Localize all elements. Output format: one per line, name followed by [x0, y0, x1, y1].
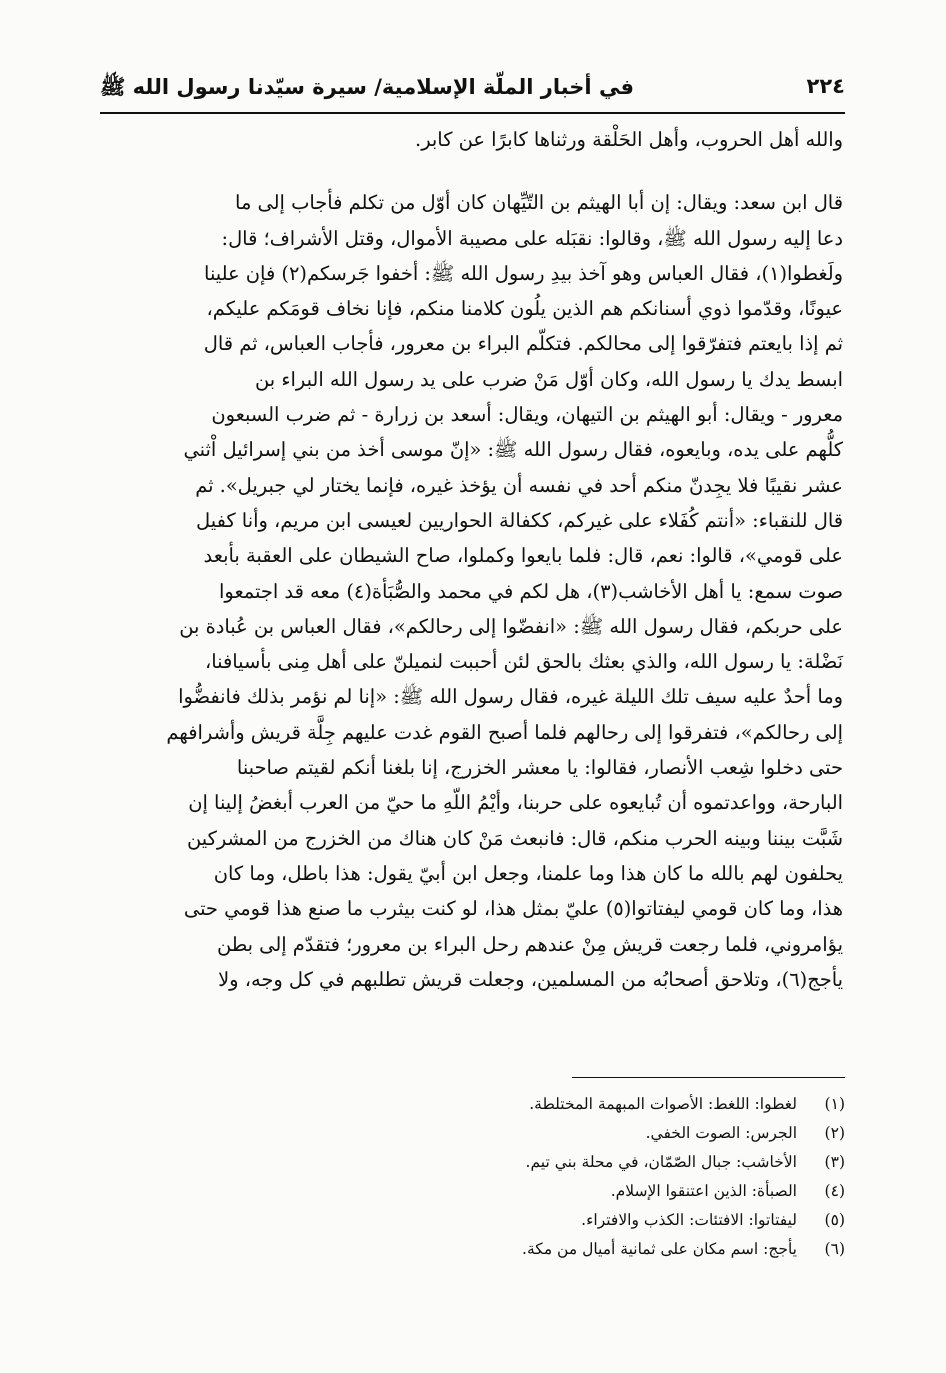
header-divider	[100, 112, 845, 114]
page-number: ٢٢٤	[806, 74, 845, 98]
opening-line: والله أهل الحروب، وأهل الحَلْقة ورثناها كابرًا عن كابر.	[415, 128, 843, 151]
footnote	[440, 1119, 845, 1148]
text-line: معرور - ويقال: أبو الهيثم بن التيهان، ويقال: أسعد بن زرارة - ثم ضرب السبعون	[211, 403, 843, 427]
text-line: إلى رحالكم»، فتفرقوا إلى رحالهم فلما أصبح القوم غدت عليهم جِلَّة قريش وأشرافهم	[166, 720, 843, 744]
text-line: وما أحدٌ عليه سيف تلك الليلة غيره، فقال رسول الله ﷺ: «إنا لم نؤمر بذلك فانفضُّوا	[178, 685, 843, 709]
footnote-number: (٦)	[824, 1240, 845, 1258]
text-line: على قومي»، قالوا: نعم، قال: فلما بايعوا وكملوا، صاح الشيطان على العقبة بأبعد	[203, 544, 843, 568]
footnote	[440, 1148, 845, 1177]
text-line: دعا إليه رسول الله ﷺ، وقالوا: نقبَله على مصيبة الأموال، وقتل الأشراف؛ قال:	[221, 226, 843, 250]
footnote-text: يأجج: اسم مكان على ثمانية أميال من مكة.	[522, 1240, 797, 1258]
text-line: يؤامروني، فلما رجعت قريش مِنْ عندهم رحل البراء بن معرور؛ فتقدّم إلى بطن	[216, 932, 843, 956]
footnote-divider	[572, 1077, 845, 1078]
footnote-number: (١)	[824, 1095, 845, 1113]
text-line: قال ابن سعد: ويقال: إن أبا الهيثم بن التّيِّهان كان أوّل من تكلم فأجاب إلى ما	[235, 191, 843, 215]
text-line: كلُّهم على يده، وبايعوه، فقال رسول الله ﷺ: «إنّ موسى أخذ من بني إسرائيل اْثني	[183, 438, 843, 462]
footnote-number: (٥)	[824, 1211, 845, 1229]
text-line: نَضْلة: يا رسول الله، والذي بعثك بالحق لئن أحببت لنميلنّ على أهل مِنى بأسيافنا،	[204, 650, 843, 674]
footnote-number: (٣)	[824, 1153, 845, 1171]
text-line: ولَغطوا(١)، فقال العباس وهو آخذ بيدِ رسول الله ﷺ: أخفوا جَرسكم(٢) فإن علينا	[204, 261, 843, 285]
text-line: قال للنقباء: «أنتم كُفَلاء على غيركم، ككفالة الحواريين لعيسى ابن مريم، وأنا كفيل	[196, 508, 843, 532]
text-line: يحلفون لهم بالله ما كان هذا وما علمنا، وجعل ابن أبيّ يقول: هذا باطل، وما كان	[213, 861, 843, 885]
text-line: صوت سمع: يا أهل الأخاشب(٣)، هل لكم في محمد والصُّبَأة(٤) معه قد اجتمعوا	[219, 579, 843, 603]
page-header	[100, 70, 845, 110]
footnote-text: الجرس: الصوت الخفي.	[645, 1124, 797, 1142]
footnote-number: (٢)	[824, 1124, 845, 1142]
text-line: عيونًا، وقدّموا ذوي أسنانكم هم الذين يلُون كلامنا منكم، فإنا نخاف قومَكم عليكم،	[206, 297, 843, 321]
footnote	[440, 1235, 845, 1264]
text-line: شَبَّت بيننا وبينه الحرب منكم، قال: فانبعث مَنْ كان هناك من الخزرج من المشركين	[186, 826, 843, 850]
footnote-text: ليفتاتوا: الافتئات: الكذب والافتراء.	[581, 1211, 797, 1229]
text-line: عشر نقيبًا فلا يجِدنّ منكم أحد في نفسه أن يؤخذ غيره، فإنما يختار لي جبريل». ثم	[195, 473, 843, 497]
text-line: على حربكم، فقال رسول الله ﷺ: «انفضّوا إلى رحالكم»، فقال العباس بن عُبادة بن	[179, 614, 843, 638]
footnote	[440, 1206, 845, 1235]
text-line: ابسط يدك يا رسول الله، وكان أوّل مَنْ ضرب على يد رسول الله البراء بن	[255, 367, 843, 391]
footnotes	[440, 1090, 845, 1264]
footnote-text: الأخاشب: جبال الصّمّان، في محلة بني تيم.	[525, 1153, 797, 1171]
text-line: هذا، وما كان قومي ليفتاتوا(٥) عليّ بمثل هذا، لو كنت بيثرب ما صنع هذا قومي حتى	[183, 897, 843, 921]
main-paragraph	[103, 185, 843, 997]
running-title: في أخبار الملّة الإسلامية/ سيرة سيّدنا رسول الله ﷺ	[100, 75, 634, 99]
text-line: يأجج(٦)، وتلاحق أصحابُه من المسلمين، وجعلت قريش تطلبهم في كل وجه، ولا	[218, 967, 843, 991]
body-text	[103, 122, 843, 997]
footnote-text: لغطوا: اللغط: الأصوات المبهمة المختلطة.	[529, 1095, 797, 1113]
text-line: البارحة، وواعدتموه أن تُبايعوه على حربنا، وأيْمُ اللّهِ ما حيّ من العرب أبغضُ إلينا إن	[188, 791, 843, 815]
footnote-text: الصبأة: الذين اعتنقوا الإسلام.	[610, 1182, 797, 1200]
text-line: ثم إذا بايعتم فتفرّقوا إلى محالكم. فتكلّم البراء بن معرور، فأجاب العباس، ثم قال	[203, 332, 843, 356]
footnote	[440, 1090, 845, 1119]
text-line: حتى دخلوا شِعب الأنصار، فقالوا: يا معشر الخزرج، إنا بلغنا أنكم لقيتم صاحبنا	[236, 756, 843, 780]
footnote	[440, 1177, 845, 1206]
footnote-number: (٤)	[824, 1182, 845, 1200]
